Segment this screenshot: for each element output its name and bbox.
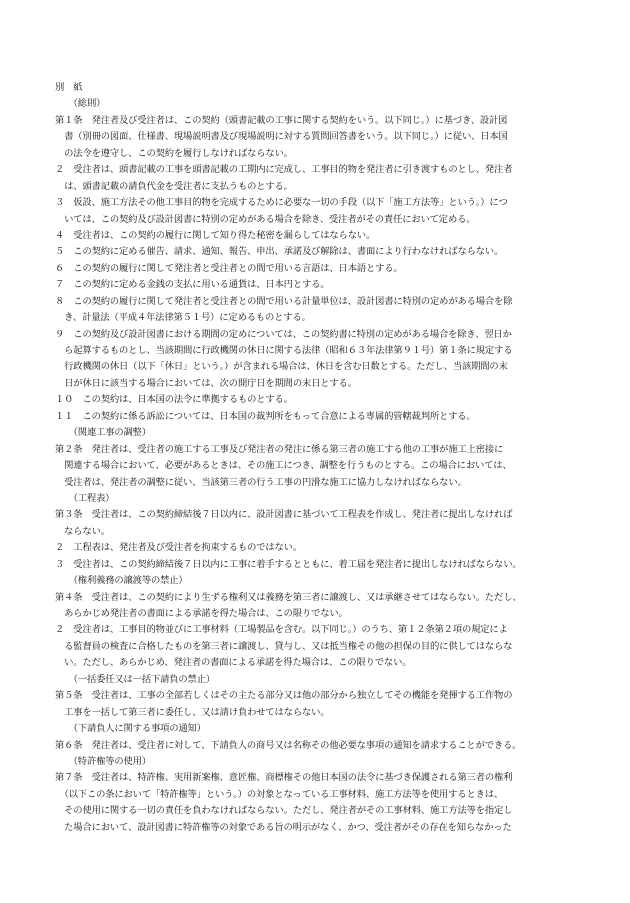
document-line: いては、この契約及び設計図書に特別の定めがある場合を除き、受注者がその責任において定める。 bbox=[55, 213, 476, 225]
document-line: ３ 仮設、施工方法その他工事目的物を完成するために必要な一切の手段（以下「施工方法等」という。）につ bbox=[55, 197, 508, 209]
document-line: ６ この契約の履行に関して発注者と受注者との間で用いる言語は、日本語とする。 bbox=[55, 262, 403, 274]
document-line: 第５条 受注者は、工事の全部若しくはその主たる部分又は他の部分から独立してその機能を発揮する工作物の bbox=[55, 690, 513, 702]
document-line: （権利義務の譲渡等の禁止） bbox=[55, 575, 188, 587]
document-line: （総則） bbox=[55, 98, 106, 110]
document-line: 別 紙 bbox=[55, 82, 83, 93]
document-line: １０ この契約は、日本国の法令に準拠するものとする。 bbox=[55, 394, 293, 406]
document-line: ７ この契約に定める金銭の支払に用いる通貨は、日本円とする。 bbox=[55, 279, 330, 291]
document-line: （以下この条において「特許権等」という。）の対象となっている工事材料、施工方法等を使用するときは、 bbox=[55, 788, 504, 800]
document-line: 第３条 受注者は、この契約締結後７日以内に、設計図書に基づいて工程表を作成し、発注者に提出しなければ bbox=[55, 509, 513, 521]
document-line: ３ 受注者は、この契約締結後７日以内に工事に着手するとともに、着工届を発注者に提出しなければならない。 bbox=[55, 558, 522, 570]
document-line: 工事を一括して第三者に委任し、又は請け負わせてはならない。 bbox=[55, 706, 330, 718]
document-line: い。ただし、あらかじめ、発注者の書面による承諾を得た場合は、この限りでない。 bbox=[55, 657, 412, 669]
document-line: 受注者は、発注者の調整に従い、当該第三者の行う工事の円滑な施工に協力しなければならない。 bbox=[55, 476, 467, 488]
document-line: ８ この契約の履行に関して発注者と受注者との間で用いる計量単位は、設計図書に特別の定めがある場合を除 bbox=[55, 295, 513, 307]
document-line: 行政機関の休日（以下「休日」という。）が含まれる場合は、休日を含む日数とする。ただし、当該期間の末 bbox=[55, 361, 508, 373]
document-line: る監督員の検査に合格したものを第三者に譲渡し、貸与し、又は抵当権その他の担保の目的に供してはならな bbox=[55, 640, 513, 652]
document-line: （関連工事の調整） bbox=[55, 427, 151, 439]
document-line: ならない。 bbox=[55, 525, 110, 537]
document-line: ２ 受注者は、工事目的物並びに工事材料（工場製品を含む。以下同じ。）のうち、第１２条第２項の規定によ bbox=[55, 624, 508, 636]
document-line: その使用に関する一切の責任を負わなければならない。ただし、発注者がその工事材料、施工方法等を指定し bbox=[55, 805, 513, 817]
document-line: （一括委任又は一括下請負の禁止） bbox=[55, 673, 215, 685]
document-line: ５ この契約に定める催告、請求、通知、報告、申出、承諾及び解除は、書面により行わなければならない。 bbox=[55, 246, 504, 258]
document-line: は、頭書記載の請負代金を受注者に支払うものとする。 bbox=[55, 180, 293, 192]
document-line: 第６条 発注者は、受注者に対して、下請負人の商号又は名称その他必要な事項の通知を請求することができる。 bbox=[55, 739, 522, 751]
document-line: ら起算するものとし、当該期間に行政機関の休日に関する法律（昭和６３年法律第９１号）第１条に規定する bbox=[55, 345, 513, 356]
document-line: １１ この契約に係る訴訟については、日本国の裁判所をもって合意による専属的管轄裁判所とする。 bbox=[55, 410, 476, 422]
document-line: 第１条 発注者及び受注者は、この契約（頭書記載の工事に関する契約をいう。以下同じ。）に基づき、設計図 bbox=[55, 114, 508, 126]
document-line: （特許権等の使用） bbox=[55, 755, 151, 767]
document-line: 第４条 受注者は、この契約により生ずる権利又は義務を第三者に譲渡し、又は承継させてはならない。ただし、 bbox=[55, 591, 522, 603]
document-line: ２ 工程表は、発注者及び受注者を拘束するものではない。 bbox=[55, 542, 302, 554]
document-line: 日が休日に該当する場合においては、次の開庁日を期間の末日とする。 bbox=[55, 377, 357, 389]
document-line: ９ この契約及び設計図書における期間の定めについては、この契約書に特別の定めがある場合を除き、翌日か bbox=[55, 328, 512, 340]
document-line: あらかじめ発注者の書面による承諾を得た場合は、この限りでない。 bbox=[55, 608, 348, 619]
document-line: （工程表） bbox=[55, 492, 115, 504]
document-line: （下請負人に関する事項の通知） bbox=[55, 723, 206, 735]
document-line: ４ 受注者は、この契約の履行に関して知り得た秘密を漏らしてはならない。 bbox=[55, 229, 376, 241]
document-line: 第２条 発注者は、受注者の施工する工事及び発注者の発注に係る第三者の施工する他の工事が施工上密接に bbox=[55, 443, 504, 455]
document-line: 書（別冊の図面、仕様書、現場説明書及び現場説明に対する質問回答書をいう。以下同じ。）に従い、日本国 bbox=[55, 131, 508, 143]
document-line: き、計量法（平成４年法律第５１号）に定めるものとする。 bbox=[55, 312, 311, 324]
contract-document bbox=[55, 80, 580, 836]
document-line: 関連する場合において、必要があるときは、その施工につき、調整を行うものとする。この場合においては、 bbox=[55, 460, 512, 472]
document-line: 第７条 受注者は、特許権、実用新案権、意匠権、商標権その他日本国の法令に基づき保護される第三者の権利 bbox=[55, 772, 513, 784]
document-line: の法令を遵守し、この契約を履行しなければならない。 bbox=[55, 147, 293, 159]
document-line: た場合において、設計図書に特許権等の対象である旨の明示がなく、かつ、受注者がその存在を知らなかった bbox=[55, 821, 512, 833]
document-line: ２ 受注者は、頭書記載の工事を頭書記載の工期内に完成し、工事目的物を発注者に引き渡すものとし、発注者 bbox=[55, 164, 513, 176]
